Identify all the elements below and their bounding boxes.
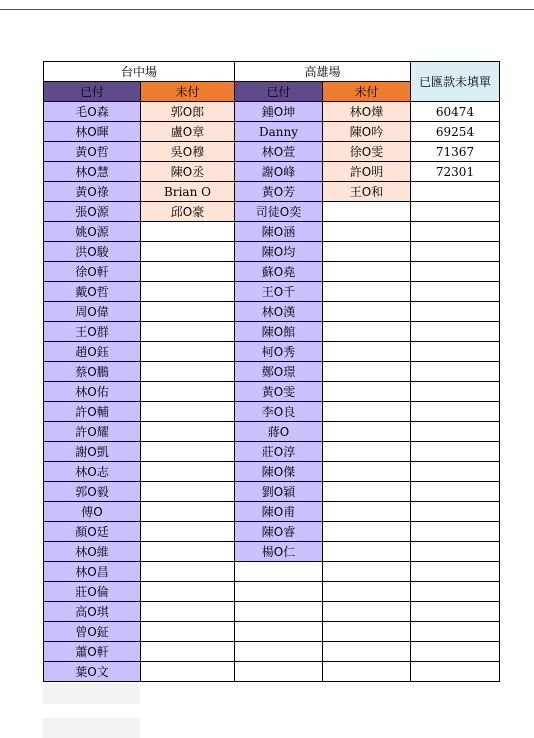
taichung-unpaid-cell [141, 222, 235, 242]
kaohsiung-unpaid-cell [323, 382, 411, 402]
kaohsiung-unpaid-cell [323, 482, 411, 502]
kaohsiung-unpaid-cell [323, 562, 411, 582]
kaohsiung-unpaid-cell [323, 442, 411, 462]
taichung-unpaid-cell [141, 242, 235, 262]
taichung-unpaid-cell: 郭O郎 [141, 102, 235, 122]
kaohsiung-unpaid-cell [323, 362, 411, 382]
kaohsiung-paid-cell: 陳O甫 [235, 502, 323, 522]
table-row [44, 662, 500, 682]
taichung-unpaid-cell [141, 422, 235, 442]
taichung-paid-cell: 林O佑 [44, 382, 141, 402]
kaohsiung-paid-cell: 莊O淳 [235, 442, 323, 462]
pending-amount-cell [411, 282, 500, 302]
table-row [44, 602, 500, 622]
table-row [44, 382, 500, 402]
table-row [44, 462, 500, 482]
kaohsiung-paid-cell [235, 662, 323, 682]
taichung-paid-cell: 高O琪 [44, 602, 141, 622]
kaohsiung-unpaid-cell [323, 582, 411, 602]
kaohsiung-unpaid-cell [323, 322, 411, 342]
kaohsiung-unpaid-cell [323, 342, 411, 362]
kaohsiung-unpaid-cell: 陳O吟 [323, 122, 411, 142]
kaohsiung-unpaid-cell [323, 662, 411, 682]
kaohsiung-unpaid-cell [323, 222, 411, 242]
taichung-unpaid-cell: 邱O豪 [141, 202, 235, 222]
kaohsiung-unpaid-cell [323, 202, 411, 222]
table-row [44, 162, 500, 182]
kaohsiung-paid-cell: 陳O睿 [235, 522, 323, 542]
kaohsiung-paid-cell: 司徒O奕 [235, 202, 323, 222]
pending-amount-cell [411, 662, 500, 682]
taichung-unpaid-cell [141, 522, 235, 542]
pending-amount-cell: 72301 [411, 162, 500, 182]
taichung-paid-cell: 趙O鈺 [44, 342, 141, 362]
taichung-unpaid-cell [141, 442, 235, 462]
kaohsiung-unpaid-cell [323, 302, 411, 322]
kaohsiung-unpaid-cell [323, 422, 411, 442]
kaohsiung-unpaid-cell [323, 502, 411, 522]
taichung-unpaid-cell [141, 262, 235, 282]
kaohsiung-paid-cell: Danny [235, 122, 323, 142]
pending-amount-cell [411, 402, 500, 422]
kaohsiung-paid-cell: 柯O秀 [235, 342, 323, 362]
taichung-unpaid-cell [141, 302, 235, 322]
taichung-unpaid-cell [141, 482, 235, 502]
faint-cell [43, 684, 140, 704]
taichung-unpaid-cell [141, 282, 235, 302]
kaohsiung-paid-cell: 王O千 [235, 282, 323, 302]
table-row [44, 442, 500, 462]
table-row [44, 242, 500, 262]
kaohsiung-paid-cell: 林O漢 [235, 302, 323, 322]
kaohsiung-paid-cell: 陳O涵 [235, 222, 323, 242]
pending-amount-cell: 71367 [411, 142, 500, 162]
pending-amount-cell [411, 542, 500, 562]
taichung-paid-cell: 洪O駿 [44, 242, 141, 262]
kaohsiung-paid-cell: 陳O均 [235, 242, 323, 262]
taichung-paid-cell: 姚O源 [44, 222, 141, 242]
pending-amount-cell [411, 582, 500, 602]
pending-amount-cell: 60474 [411, 102, 500, 122]
kaohsiung-paid-cell: 陳O傑 [235, 462, 323, 482]
attendance-sheet [43, 61, 500, 682]
taichung-paid-cell: 徐O軒 [44, 262, 141, 282]
table-row [44, 142, 500, 162]
taichung-unpaid-cell [141, 642, 235, 662]
taichung-unpaid-cell [141, 402, 235, 422]
kaohsiung-paid-cell: 林O萱 [235, 142, 323, 162]
table-row [44, 302, 500, 322]
table-row [44, 502, 500, 522]
venue-taichung-header: 台中場 [44, 62, 235, 82]
table-row [44, 422, 500, 442]
kaohsiung-paid-cell [235, 642, 323, 662]
taichung-unpaid-cell: 吳O穆 [141, 142, 235, 162]
table-row [44, 542, 500, 562]
taichung-paid-cell: 顏O廷 [44, 522, 141, 542]
pending-amount-cell [411, 562, 500, 582]
table-row [44, 402, 500, 422]
kaohsiung-paid-cell: 蘇O堯 [235, 262, 323, 282]
pending-amount-cell [411, 382, 500, 402]
taichung-paid-cell: 傅O [44, 502, 141, 522]
taichung-unpaid-cell [141, 382, 235, 402]
pending-amount-cell [411, 242, 500, 262]
pending-amount-cell [411, 362, 500, 382]
taichung-paid-cell: 黃O祿 [44, 182, 141, 202]
kaohsiung-unpaid-cell [323, 522, 411, 542]
kaohsiung-paid-cell: 楊O仁 [235, 542, 323, 562]
taichung-unpaid-cell [141, 322, 235, 342]
kaohsiung-paid-cell [235, 562, 323, 582]
kaohsiung-paid-cell: 鍾O坤 [235, 102, 323, 122]
pending-amount-cell [411, 522, 500, 542]
taichung-unpaid-cell [141, 602, 235, 622]
kaohsiung-unpaid-cell [323, 602, 411, 622]
table-row [44, 202, 500, 222]
taichung-paid-cell: 林O維 [44, 542, 141, 562]
pending-header: 已匯款未填單 [411, 62, 500, 102]
kaohsiung-unpaid-cell [323, 262, 411, 282]
taichung-paid-cell: 周O偉 [44, 302, 141, 322]
kaohsiung-paid-cell: 謝O峰 [235, 162, 323, 182]
kaohsiung-paid-header: 已付 [235, 82, 323, 102]
taichung-paid-cell: 黃O哲 [44, 142, 141, 162]
pending-amount-cell [411, 442, 500, 462]
taichung-unpaid-cell [141, 622, 235, 642]
taichung-paid-cell: 曾O鉦 [44, 622, 141, 642]
kaohsiung-unpaid-cell [323, 282, 411, 302]
taichung-unpaid-cell [141, 342, 235, 362]
pending-amount-cell [411, 602, 500, 622]
pending-amount-cell [411, 302, 500, 322]
taichung-paid-cell: 蔡O鵬 [44, 362, 141, 382]
taichung-paid-cell: 莊O倫 [44, 582, 141, 602]
table-row [44, 562, 500, 582]
taichung-unpaid-cell [141, 582, 235, 602]
taichung-unpaid-header: 未付 [141, 82, 235, 102]
pending-amount-cell [411, 202, 500, 222]
taichung-unpaid-cell [141, 502, 235, 522]
taichung-paid-cell: 王O群 [44, 322, 141, 342]
taichung-unpaid-cell [141, 362, 235, 382]
table-row [44, 582, 500, 602]
table-row [44, 342, 500, 362]
pending-amount-cell [411, 422, 500, 442]
table-row [44, 282, 500, 302]
kaohsiung-unpaid-cell: 林O燁 [323, 102, 411, 122]
table-row [44, 362, 500, 382]
kaohsiung-paid-cell [235, 582, 323, 602]
pending-amount-cell [411, 642, 500, 662]
kaohsiung-paid-cell: 黃O雯 [235, 382, 323, 402]
table-row [44, 222, 500, 242]
taichung-paid-cell: 葉O文 [44, 662, 141, 682]
taichung-paid-cell: 林O暉 [44, 122, 141, 142]
kaohsiung-unpaid-cell: 王O和 [323, 182, 411, 202]
taichung-unpaid-cell [141, 562, 235, 582]
pending-amount-cell [411, 222, 500, 242]
taichung-unpaid-cell: Brian O [141, 182, 235, 202]
pending-amount-cell [411, 322, 500, 342]
taichung-paid-cell: 林O志 [44, 462, 141, 482]
kaohsiung-paid-cell: 黃O芳 [235, 182, 323, 202]
taichung-unpaid-cell [141, 662, 235, 682]
pending-amount-cell [411, 502, 500, 522]
taichung-unpaid-cell [141, 462, 235, 482]
kaohsiung-paid-cell: 李O良 [235, 402, 323, 422]
pending-amount-cell [411, 262, 500, 282]
pending-amount-cell [411, 342, 500, 362]
faint-cell [43, 718, 140, 738]
table-row [44, 102, 500, 122]
pending-amount-cell [411, 622, 500, 642]
taichung-paid-header: 已付 [44, 82, 141, 102]
header-row-venues [44, 62, 500, 82]
kaohsiung-paid-cell: 陳O館 [235, 322, 323, 342]
kaohsiung-unpaid-cell [323, 462, 411, 482]
taichung-paid-cell: 蕭O軒 [44, 642, 141, 662]
taichung-paid-cell: 謝O凱 [44, 442, 141, 462]
kaohsiung-unpaid-cell [323, 402, 411, 422]
pending-amount-cell [411, 482, 500, 502]
taichung-paid-cell: 林O慧 [44, 162, 141, 182]
pending-amount-cell [411, 462, 500, 482]
kaohsiung-unpaid-cell [323, 622, 411, 642]
taichung-paid-cell: 郭O毅 [44, 482, 141, 502]
kaohsiung-unpaid-cell [323, 542, 411, 562]
kaohsiung-paid-cell: 蔣O [235, 422, 323, 442]
taichung-unpaid-cell: 盧O章 [141, 122, 235, 142]
taichung-paid-cell: 許O耀 [44, 422, 141, 442]
page-top-rule [0, 9, 534, 10]
table-row [44, 182, 500, 202]
table-row [44, 322, 500, 342]
kaohsiung-unpaid-cell [323, 242, 411, 262]
table-row [44, 262, 500, 282]
table-row [44, 482, 500, 502]
kaohsiung-unpaid-header: 未付 [323, 82, 411, 102]
taichung-unpaid-cell: 陳O丞 [141, 162, 235, 182]
pending-amount-cell: 69254 [411, 122, 500, 142]
table-row [44, 622, 500, 642]
taichung-unpaid-cell [141, 542, 235, 562]
venue-kaohsiung-header: 高雄場 [235, 62, 411, 82]
taichung-paid-cell: 毛O森 [44, 102, 141, 122]
kaohsiung-paid-cell: 劉O穎 [235, 482, 323, 502]
kaohsiung-unpaid-cell: 許O明 [323, 162, 411, 182]
taichung-paid-cell: 許O輔 [44, 402, 141, 422]
pending-amount-cell [411, 182, 500, 202]
taichung-paid-cell: 張O源 [44, 202, 141, 222]
kaohsiung-paid-cell [235, 622, 323, 642]
table-row [44, 122, 500, 142]
kaohsiung-paid-cell: 鄭O璟 [235, 362, 323, 382]
taichung-paid-cell: 戴O哲 [44, 282, 141, 302]
kaohsiung-unpaid-cell: 徐O雯 [323, 142, 411, 162]
taichung-paid-cell: 林O昌 [44, 562, 141, 582]
kaohsiung-unpaid-cell [323, 642, 411, 662]
table-row [44, 522, 500, 542]
kaohsiung-paid-cell [235, 602, 323, 622]
table-row [44, 642, 500, 662]
